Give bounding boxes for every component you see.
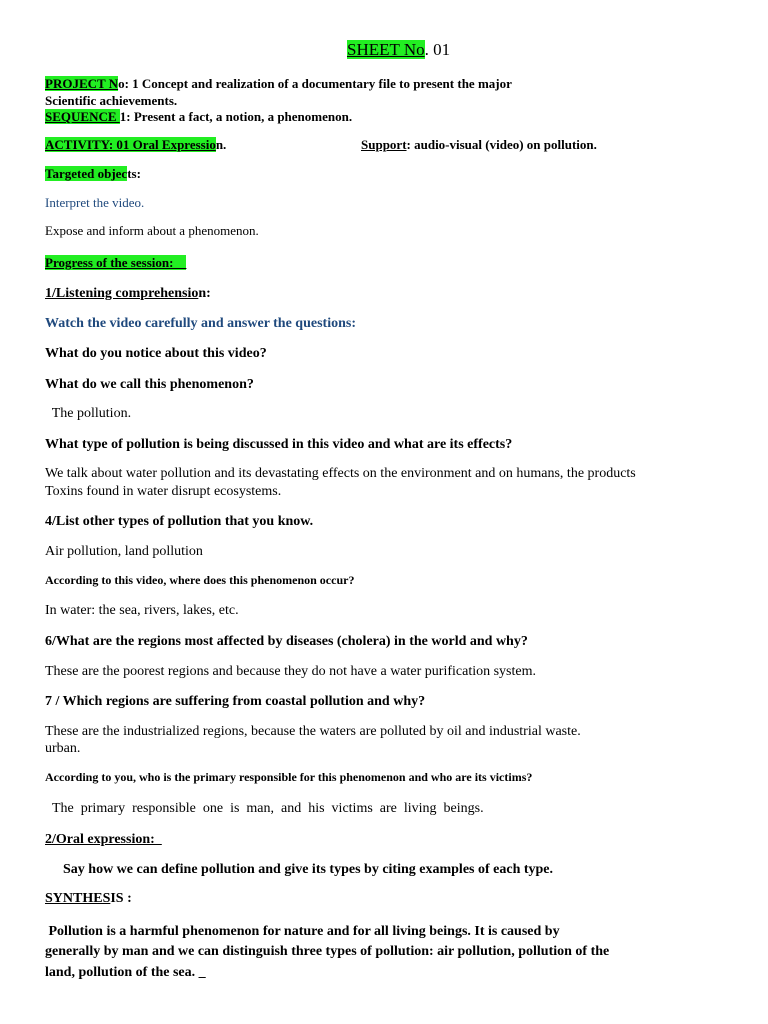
oral-task: Say how we can define pollution and give its types by citing examples of each type.	[63, 862, 554, 877]
progress-heading	[45, 256, 186, 271]
oral-expression-heading	[45, 832, 162, 848]
answer-5: In water: the sea, rivers, lakes, etc.	[45, 603, 239, 618]
question-3: What type of pollution is being discussed in this video and what are its effects?	[45, 437, 513, 452]
support-line	[361, 138, 597, 153]
activity-line	[45, 138, 226, 153]
question-7: 7 / Which regions are suffering from coastal pollution and why?	[45, 694, 426, 709]
support-label: Support	[361, 137, 407, 152]
listening-heading	[45, 286, 211, 302]
project-line-2: Scientific achievements.	[45, 93, 178, 108]
answer-7-line-2: urban.	[45, 741, 81, 756]
answer-2: The pollution.	[45, 406, 132, 421]
question-8: According to you, who is the primary responsible for this phenomenon and who are its victims?	[45, 770, 533, 784]
oral-expression-label: 2/Oral expression:	[45, 832, 162, 847]
objective-expose: Expose and inform about a phenomenon.	[45, 223, 259, 238]
synthesis-line-3-tail: _	[195, 965, 206, 980]
synthesis-line-2: generally by man and we can distinguish three types of pollution: air pollution, pollution of the	[45, 944, 610, 959]
synthesis-label: SYNTHES	[45, 891, 111, 906]
answer-6: These are the poorest regions and because they do not have a water purification system.	[45, 664, 536, 679]
answer-8: The primary responsible one is man, and his victims are living beings.	[52, 801, 484, 816]
synthesis-line-3	[45, 965, 206, 981]
support-text: : audio-visual (video) on pollution.	[406, 137, 597, 152]
targeted-label: Targeted objec	[45, 166, 128, 181]
question-1: What do you notice about this video?	[45, 346, 267, 361]
answer-3-line-1: We talk about water pollution and its devastating effects on the environment and on humans, the products	[45, 466, 636, 481]
project-label: PROJECT N	[45, 76, 119, 91]
synthesis-line-3-text: land, pollution of the sea.	[45, 965, 196, 980]
activity-label: ACTIVITY: 01 Oral Expressio	[45, 137, 216, 152]
targeted-rest: ts:	[127, 166, 141, 181]
project-text: o: 1 Concept and realization of a documentary file to present the major	[118, 76, 512, 91]
objective-interpret: Interpret the video.	[45, 195, 145, 210]
sequence-label: SEQUENCE	[45, 109, 120, 124]
listening-rest: n:	[198, 286, 211, 301]
project-line	[45, 77, 512, 92]
sheet-title	[347, 40, 450, 60]
answer-3-line-2: Toxins found in water disrupt ecosystems.	[45, 484, 282, 499]
progress-label: Progress of the session:	[45, 255, 187, 270]
sequence-text: 1: Present a fact, a notion, a phenomenon.	[119, 109, 353, 124]
question-5: According to this video, where does this phenomenon occur?	[45, 573, 355, 587]
watch-instruction: Watch the video carefully and answer the questions:	[45, 316, 356, 331]
synthesis-rest: IS :	[110, 891, 132, 906]
listening-label: 1/Listening comprehensio	[45, 286, 199, 301]
activity-text: n.	[215, 137, 227, 152]
question-2: What do we call this phenomenon?	[45, 377, 254, 392]
targeted-objects	[45, 167, 141, 182]
question-4: 4/List other types of pollution that you know.	[45, 514, 314, 529]
question-6: 6/What are the regions most affected by diseases (cholera) in the world and why?	[45, 634, 528, 649]
sheet-title-number: . 01	[424, 40, 451, 59]
synthesis-line-1: Pollution is a harmful phenomenon for nature and for all living beings. It is caused by	[45, 924, 560, 939]
sheet-title-highlight: SHEET No	[347, 40, 425, 59]
sequence-line	[45, 110, 352, 125]
answer-7-line-1: These are the industrialized regions, because the waters are polluted by oil and industrial waste.	[45, 724, 581, 739]
synthesis-heading	[45, 891, 132, 907]
answer-4: Air pollution, land pollution	[45, 544, 203, 559]
